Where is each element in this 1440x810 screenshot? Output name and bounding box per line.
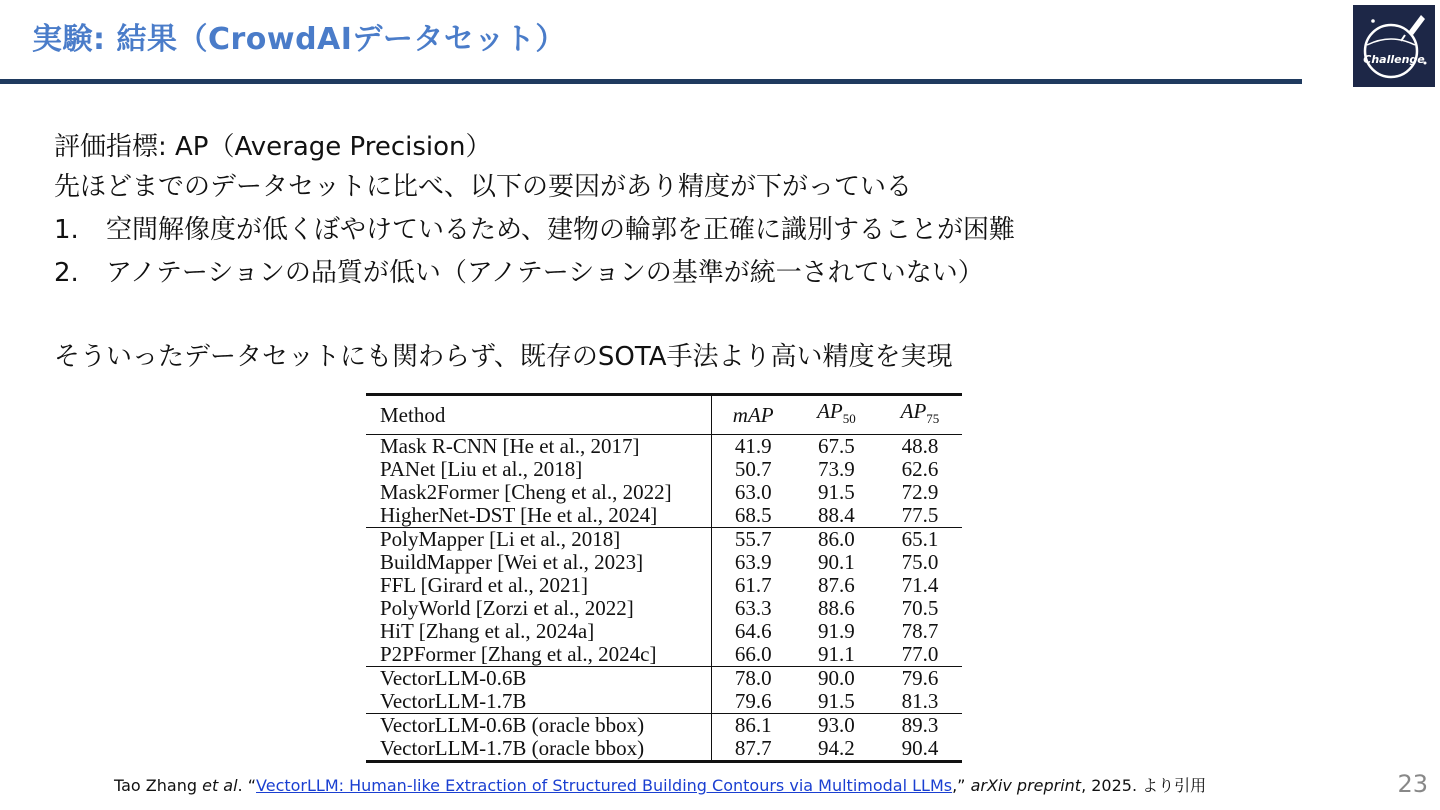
title-underline bbox=[0, 79, 1302, 84]
list-item bbox=[54, 253, 1015, 293]
map-cell: 68.5 bbox=[734, 503, 772, 528]
table-header-row bbox=[366, 395, 962, 435]
ap50-cell: 67.5 bbox=[818, 434, 855, 459]
ap50-cell: 88.6 bbox=[818, 596, 855, 621]
method-cell: PANet [Liu et al., 2018] bbox=[366, 458, 711, 481]
map-cell: 86.1 bbox=[734, 713, 772, 738]
conclusion-line: そういったデータセットにも関わらず、既存のSOTA手法より高い精度を実現 bbox=[54, 342, 953, 372]
ap50-cell: 90.0 bbox=[818, 666, 855, 691]
ap75-cell: 89.3 bbox=[901, 713, 939, 738]
list-item bbox=[54, 210, 1015, 250]
ap75-cell: 72.9 bbox=[901, 480, 939, 505]
method-cell: Mask R-CNN [He et al., 2017] bbox=[366, 435, 711, 459]
table-row bbox=[366, 504, 962, 528]
table-row bbox=[366, 551, 962, 574]
header-ap50: $AP_{50}$ bbox=[817, 399, 856, 427]
ap50-cell: 73.9 bbox=[818, 457, 855, 482]
citation-etal: et al bbox=[202, 776, 238, 795]
ap50-cell: 86.0 bbox=[818, 527, 855, 552]
header-method: Method bbox=[366, 395, 711, 435]
ap50-cell: 91.5 bbox=[818, 480, 855, 505]
map-cell: 41.9 bbox=[734, 434, 772, 459]
citation bbox=[114, 773, 1206, 796]
map-cell: 66.0 bbox=[734, 642, 772, 667]
page-number: 23 bbox=[1397, 770, 1428, 798]
ap50-cell: 91.9 bbox=[818, 619, 855, 644]
map-cell: 63.9 bbox=[734, 550, 772, 575]
map-cell: 64.6 bbox=[734, 619, 772, 644]
table-row bbox=[366, 435, 962, 459]
ap50-cell: 94.2 bbox=[818, 736, 855, 761]
method-cell: BuildMapper [Wei et al., 2023] bbox=[366, 551, 711, 574]
method-cell: HigherNet-DST [He et al., 2024] bbox=[366, 504, 711, 528]
ap75-cell: 71.4 bbox=[901, 573, 939, 598]
ap75-cell: 79.6 bbox=[901, 666, 939, 691]
table-group bbox=[366, 435, 962, 528]
ap75-cell: 75.0 bbox=[901, 550, 939, 575]
table-row bbox=[366, 458, 962, 481]
citation-punct: ,” bbox=[952, 776, 971, 795]
slide-title: 実験: 結果（CrowdAIデータセット） bbox=[32, 22, 566, 57]
table-row bbox=[366, 528, 962, 552]
table-row bbox=[366, 714, 962, 738]
header-map: mAP bbox=[732, 403, 774, 428]
ap50-cell: 88.4 bbox=[818, 503, 855, 528]
table-row bbox=[366, 481, 962, 504]
method-cell: VectorLLM-1.7B bbox=[366, 690, 711, 714]
map-cell: 78.0 bbox=[734, 666, 772, 691]
citation-venue: arXiv preprint bbox=[970, 776, 1082, 795]
ap50-cell: 91.5 bbox=[818, 689, 855, 714]
method-cell: FFL [Girard et al., 2021] bbox=[366, 574, 711, 597]
results-table bbox=[366, 393, 962, 763]
ap75-cell: 78.7 bbox=[901, 619, 939, 644]
citation-author: Tao Zhang bbox=[114, 776, 203, 795]
method-cell: PolyWorld [Zorzi et al., 2022] bbox=[366, 597, 711, 620]
intro-line: 先ほどまでのデータセットに比べ、以下の要因があり精度が下がっている bbox=[54, 172, 913, 202]
list-number: 2. bbox=[54, 258, 79, 288]
table-row bbox=[366, 643, 962, 667]
metric-line: 評価指標: AP（Average Precision） bbox=[54, 132, 492, 162]
paper-link[interactable]: VectorLLM: Human-like Extraction of Structured Building Contours via Multimodal LLMs bbox=[256, 776, 953, 795]
header-ap75: $AP_{75}$ bbox=[900, 399, 940, 427]
map-cell: 63.0 bbox=[734, 480, 772, 505]
table-row bbox=[366, 690, 962, 714]
ap75-cell: 77.5 bbox=[901, 503, 939, 528]
citation-tail: , 2025. より引用 bbox=[1081, 776, 1207, 795]
map-cell: 61.7 bbox=[734, 573, 772, 598]
ap75-cell: 62.6 bbox=[901, 457, 939, 482]
logo-lettering: Challenge bbox=[1363, 53, 1425, 66]
slide-body bbox=[54, 127, 1015, 377]
method-cell: PolyMapper [Li et al., 2018] bbox=[366, 528, 711, 552]
ap50-cell: 93.0 bbox=[818, 713, 855, 738]
map-cell: 55.7 bbox=[734, 527, 772, 552]
map-cell: 50.7 bbox=[734, 457, 772, 482]
ap75-cell: 90.4 bbox=[901, 736, 939, 761]
citation-punct: . “ bbox=[237, 776, 257, 795]
ap75-cell: 65.1 bbox=[901, 527, 939, 552]
ap75-cell: 70.5 bbox=[901, 596, 939, 621]
map-cell: 79.6 bbox=[734, 689, 772, 714]
ap50-cell: 90.1 bbox=[818, 550, 855, 575]
method-cell: HiT [Zhang et al., 2024a] bbox=[366, 620, 711, 643]
table-group bbox=[366, 714, 962, 762]
table-row bbox=[366, 574, 962, 597]
method-cell: P2PFormer [Zhang et al., 2024c] bbox=[366, 643, 711, 667]
ap75-cell: 81.3 bbox=[901, 689, 939, 714]
table-row bbox=[366, 597, 962, 620]
method-cell: VectorLLM-1.7B (oracle bbox) bbox=[366, 737, 711, 762]
list-number: 1. bbox=[54, 215, 79, 245]
table-group bbox=[366, 528, 962, 667]
map-cell: 87.7 bbox=[734, 736, 772, 761]
table-group bbox=[366, 667, 962, 714]
list-text: アノテーションの品質が低い（アノテーションの基準が統一されていない） bbox=[106, 258, 984, 288]
list-text: 空間解像度が低くぼやけているため、建物の輪郭を正確に識別することが困難 bbox=[106, 215, 1015, 245]
ap50-cell: 87.6 bbox=[818, 573, 855, 598]
ap75-cell: 77.0 bbox=[901, 642, 939, 667]
spacer bbox=[54, 293, 1015, 337]
ap50-cell: 91.1 bbox=[818, 642, 855, 667]
ap75-cell: 48.8 bbox=[901, 434, 939, 459]
method-cell: VectorLLM-0.6B (oracle bbox) bbox=[366, 714, 711, 738]
method-cell: VectorLLM-0.6B bbox=[366, 667, 711, 691]
method-cell: Mask2Former [Cheng et al., 2022] bbox=[366, 481, 711, 504]
table-row bbox=[366, 620, 962, 643]
map-cell: 63.3 bbox=[734, 596, 772, 621]
table-row bbox=[366, 737, 962, 762]
challenge-logo bbox=[1353, 5, 1435, 87]
table-row bbox=[366, 667, 962, 691]
